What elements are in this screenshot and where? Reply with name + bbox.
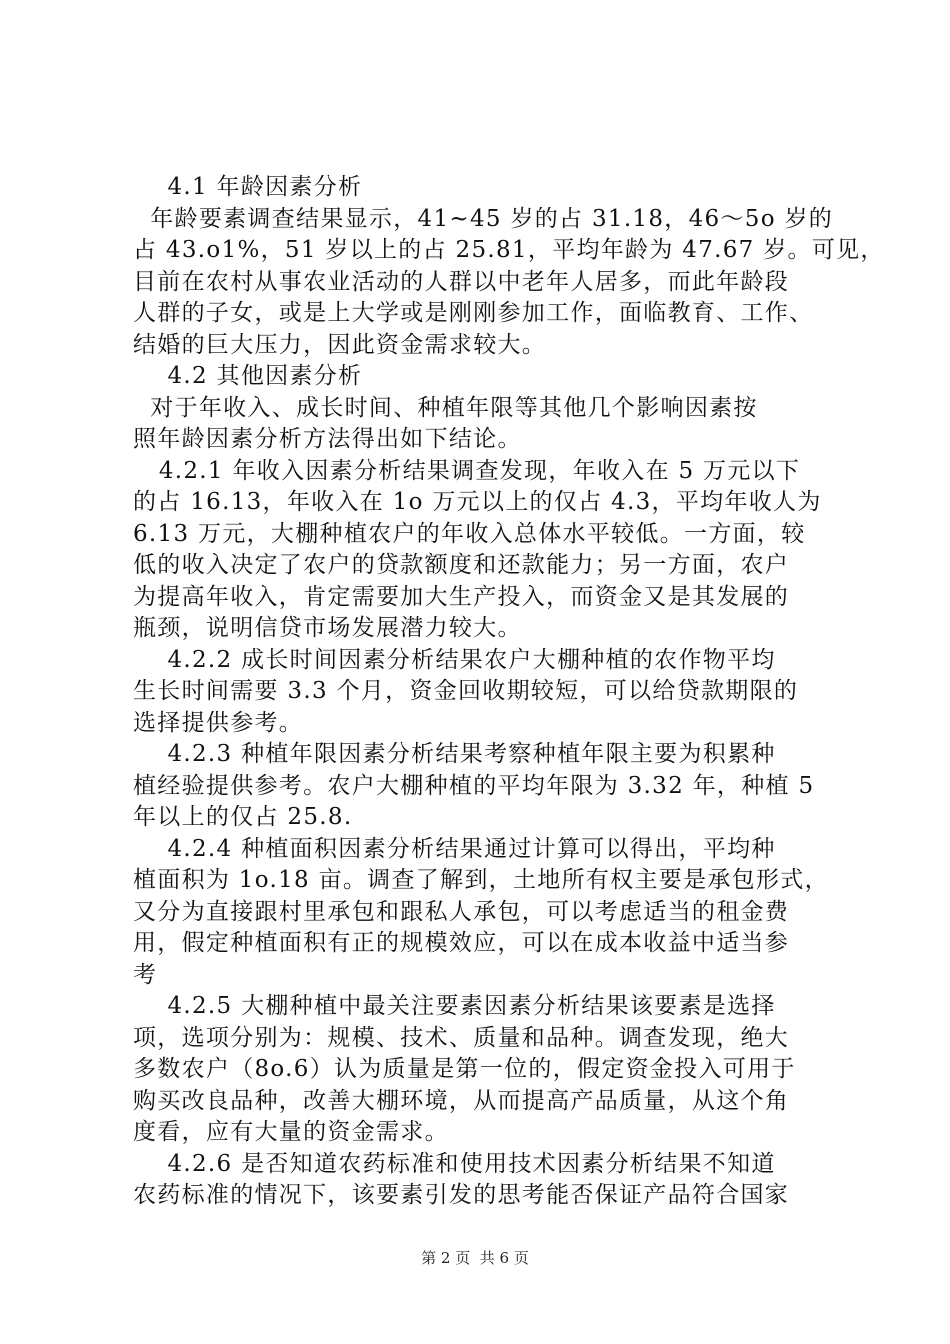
text-line: 考 [133, 961, 158, 988]
text-line: 年龄要素调查结果显示，41~45 岁的占 31.18，46～5o 岁的 [133, 205, 834, 232]
text-line: 植经验提供参考。农户大棚种植的平均年限为 3.32 年，种植 5 [133, 772, 815, 799]
text-line: 购买改良品种，改善大棚环境，从而提高产品质量，从这个角 [133, 1087, 790, 1114]
text-line: 4.2.3 种植年限因素分析结果考察种植年限主要为积累种 [133, 741, 776, 767]
text-line: 4.2.2 成长时间因素分析结果农户大棚种植的农作物平均 [133, 646, 776, 673]
text-line: 项，选项分别为：规模、技术、质量和品种。调查发现，绝大 [133, 1024, 790, 1051]
text-line: 为提高年收入，肯定需要加大生产投入，而资金又是其发展的 [133, 583, 790, 610]
text-line: 结婚的巨大压力，因此资金需求较大。 [133, 331, 547, 358]
text-line: 4.2.1 年收入因素分析结果调查发现，年收入在 5 万元以下 [133, 457, 801, 484]
page-footer: 第 2 页 共 6 页 [421, 1249, 529, 1267]
text-line: 又分为直接跟村里承包和跟私人承包，可以考虑适当的租金费 [133, 898, 790, 925]
text-line: 用，假定种植面积有正的规模效应，可以在成本收益中适当参 [133, 930, 790, 956]
text-line: 照年龄因素分析方法得出如下结论。 [133, 426, 522, 452]
text-line: 4.2 其他因素分析 [133, 363, 363, 389]
text-line: 多数农户（8o.6）认为质量是第一位的，假定资金投入可用于 [133, 1056, 796, 1082]
text-line: 4.2.5 大棚种植中最关注要素因素分析结果该要素是选择 [133, 993, 776, 1019]
text-line: 的占 16.13，年收入在 1o 万元以上的仅占 4.3，平均年收人为 [133, 489, 822, 515]
text-line: 瓶颈，说明信贷市场发展潜力较大。 [133, 615, 522, 641]
text-line: 年以上的仅占 25.8. [133, 804, 353, 830]
text-line: 选择提供参考。 [133, 709, 304, 736]
text-line: 占 43.o1%，51 岁以上的占 25.81，平均年龄为 47.67 岁。可见， [133, 237, 885, 263]
text-line: 度看，应有大量的资金需求。 [133, 1119, 449, 1145]
text-line: 对于年收入、成长时间、种植年限等其他几个影响因素按 [133, 394, 758, 421]
text-line: 4.2.6 是否知道农药标准和使用技术因素分析结果不知道 [133, 1150, 776, 1177]
text-line: 农药标准的情况下，该要素引发的思考能否保证产品符合国家 [133, 1182, 790, 1208]
text-line: 4.1 年龄因素分析 [133, 174, 363, 200]
text-line: 人群的子女，或是上大学或是刚刚参加工作，面临教育、工作、 [133, 300, 814, 326]
text-line: 4.2.4 种植面积因素分析结果通过计算可以得出，平均种 [133, 835, 776, 862]
text-line: 植面积为 1o.18 亩。调查了解到，土地所有权主要是承包形式， [133, 867, 829, 893]
text-line: 目前在农村从事农业活动的人群以中老年人居多，而此年龄段 [133, 268, 790, 295]
document-body [133, 172, 885, 1212]
text-line: 低的收入决定了农户的贷款额度和还款能力；另一方面，农户 [133, 552, 790, 578]
text-line: 6.13 万元，大棚种植农户的年收入总体水平较低。一方面，较 [133, 520, 806, 547]
text-line: 生长时间需要 3.3 个月，资金回收期较短，可以给贷款期限的 [133, 678, 799, 704]
